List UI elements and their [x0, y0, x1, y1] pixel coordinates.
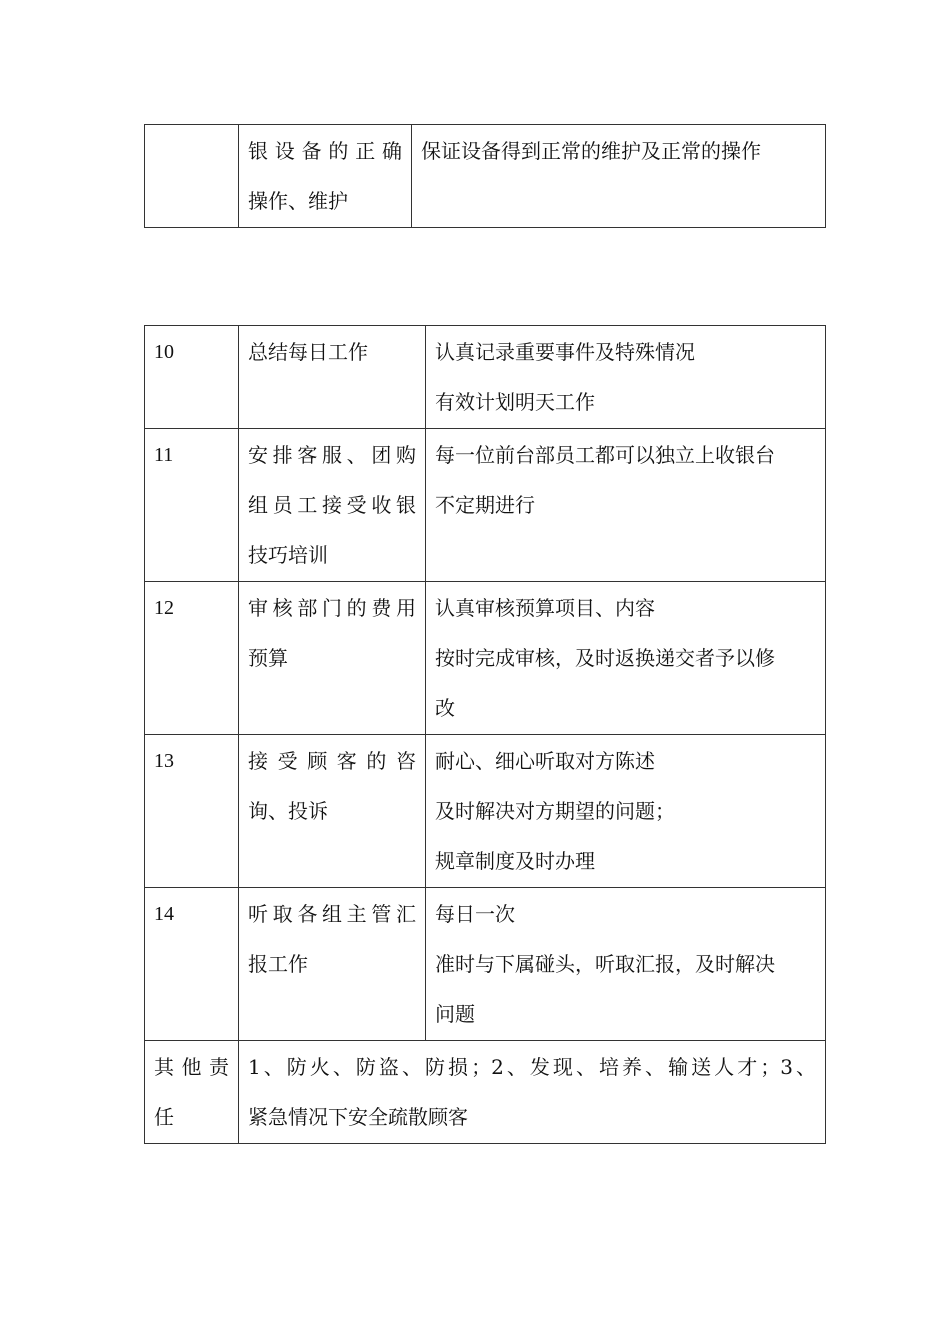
continued-duty-table: [144, 124, 826, 228]
table-row: [145, 125, 826, 228]
task-cell: [239, 735, 426, 888]
row-number-cell: 13: [145, 735, 239, 888]
task-cell: [239, 125, 412, 228]
other-duties-line: 紧急情况下安全疏散顾客: [248, 1105, 468, 1129]
standard-cell: [426, 888, 826, 1041]
task-line: 询、投诉: [248, 799, 328, 823]
row-number-cell: 10: [145, 326, 239, 429]
task-line: 审核部门的费用: [248, 596, 416, 620]
other-duties-label-line: 其他责: [154, 1055, 229, 1079]
row-number-cell: [145, 125, 239, 228]
standard-line: 不定期进行: [435, 493, 535, 517]
standard-line: 及时解决对方期望的问题；: [435, 799, 675, 823]
standard-line: 问题: [435, 1002, 475, 1026]
standard-line: 认真审核预算项目、内容: [435, 596, 655, 620]
task-line: 接受顾客的咨: [248, 749, 416, 773]
standard-cell: [426, 326, 826, 429]
row-number-cell: 12: [145, 582, 239, 735]
standard-line: 有效计划明天工作: [435, 390, 595, 414]
table-row: [145, 1041, 826, 1144]
standard-line: 保证设备得到正常的维护及正常的操作: [421, 139, 761, 163]
standard-cell: [426, 429, 826, 582]
task-cell: [239, 888, 426, 1041]
task-line: 操作、维护: [248, 189, 348, 213]
task-line: 听取各组主管汇: [248, 902, 416, 926]
row-number-cell: 14: [145, 888, 239, 1041]
duty-table: [144, 325, 826, 1144]
task-cell: [239, 429, 426, 582]
task-line: 预算: [248, 646, 288, 670]
standard-line: 耐心、细心听取对方陈述: [435, 749, 655, 773]
table-row: [145, 326, 826, 429]
standard-line: 规章制度及时办理: [435, 849, 595, 873]
table-row: [145, 429, 826, 582]
other-duties-label-line: 任: [154, 1105, 174, 1129]
standard-line: 改: [435, 696, 455, 720]
standard-cell: [412, 125, 826, 228]
task-line: 安排客服、团购: [248, 443, 416, 467]
task-line: 技巧培训: [248, 543, 328, 567]
task-cell: [239, 582, 426, 735]
other-duties-label-cell: [145, 1041, 239, 1144]
other-duties-line: 1、防火、防盗、防损；2、发现、培养、输送人才；3、: [248, 1055, 816, 1079]
task-line: 组员工接受收银: [248, 493, 416, 517]
standard-line: 准时与下属碰头，听取汇报，及时解决: [435, 952, 775, 976]
table-row: [145, 735, 826, 888]
table-row: [145, 888, 826, 1041]
standard-line: 按时完成审核，及时返换递交者予以修: [435, 646, 775, 670]
standard-line: 每日一次: [435, 902, 515, 926]
standard-cell: [426, 582, 826, 735]
task-line: 报工作: [248, 952, 308, 976]
row-number-cell: 11: [145, 429, 239, 582]
task-line: 总结每日工作: [248, 340, 368, 364]
standard-cell: [426, 735, 826, 888]
task-line: 银设备的正确: [248, 139, 402, 163]
table-row: [145, 582, 826, 735]
other-duties-content-cell: [239, 1041, 826, 1144]
standard-line: 认真记录重要事件及特殊情况: [435, 340, 695, 364]
standard-line: 每一位前台部员工都可以独立上收银台: [435, 443, 775, 467]
task-cell: [239, 326, 426, 429]
